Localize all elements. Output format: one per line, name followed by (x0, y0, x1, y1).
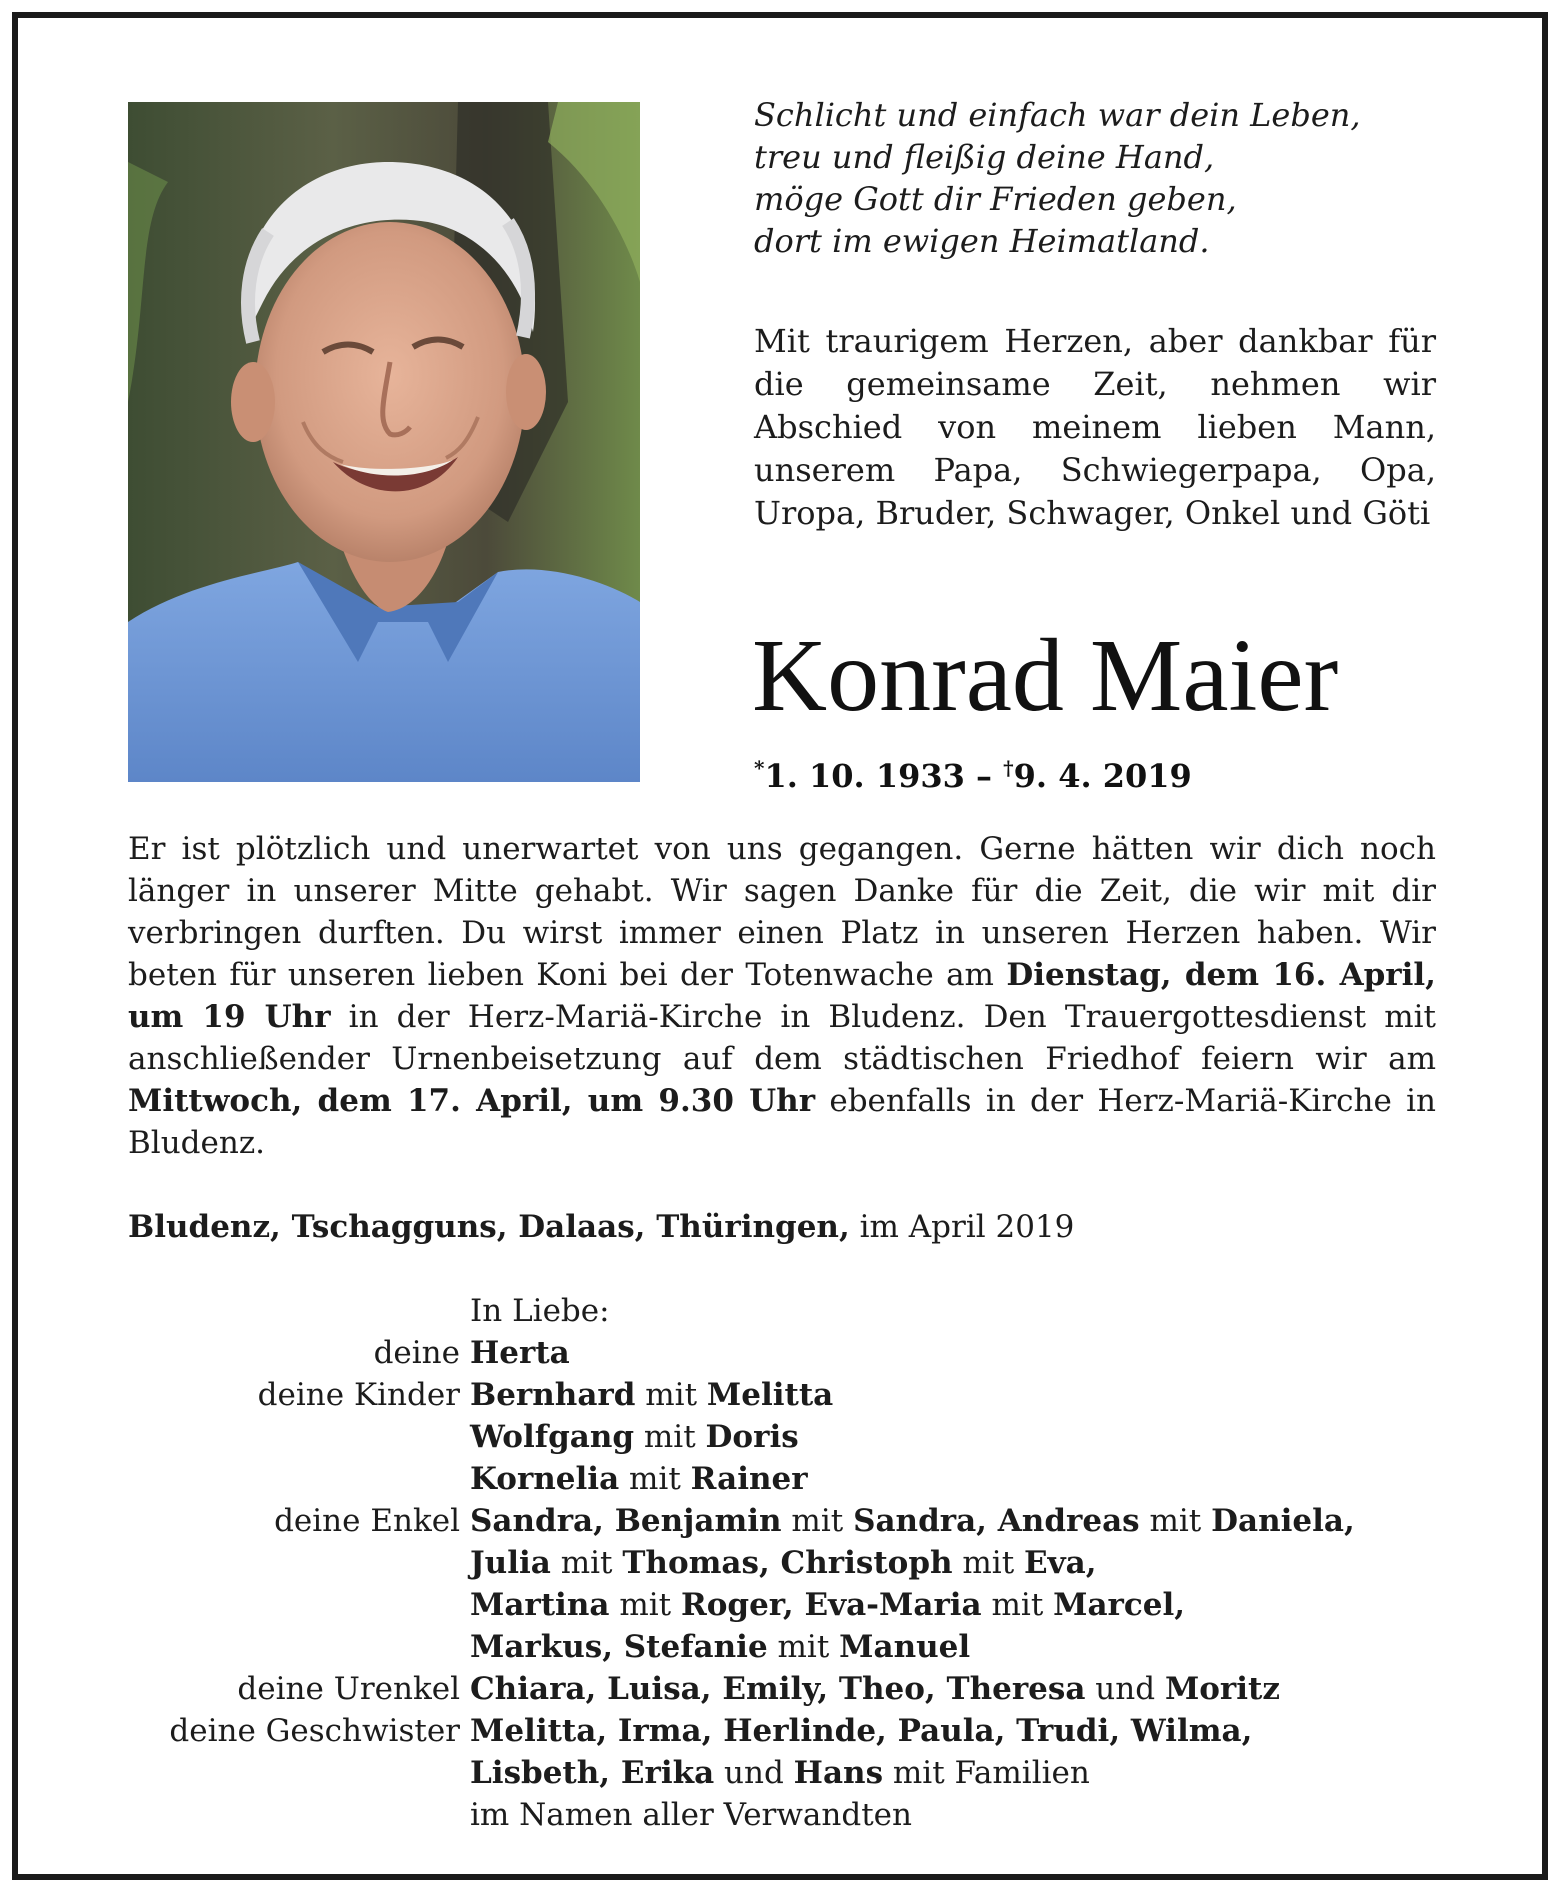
death-date: 9. 4. 2019 (1013, 757, 1192, 795)
grandchild-names: Daniela, (1211, 1503, 1355, 1539)
family-row-closing (128, 1794, 1448, 1836)
family-row-grandchildren (128, 1584, 1448, 1626)
connector: und (714, 1755, 794, 1791)
family-row-siblings (128, 1710, 1448, 1752)
connector: mit (1139, 1503, 1212, 1539)
child-name: Bernhard (470, 1377, 636, 1413)
family-row-children (128, 1458, 1448, 1500)
family-row-greatgrandchildren (128, 1668, 1448, 1710)
birth-date: 1. 10. 1933 (764, 757, 965, 795)
death-symbol: † (1003, 756, 1014, 780)
family-row-grandchildren (128, 1626, 1448, 1668)
connector: mit (550, 1545, 623, 1581)
poem-line: treu und fleißig deine Hand, (754, 138, 1215, 176)
grandchild-names: Eva, (1024, 1545, 1097, 1581)
family-heading-row (128, 1290, 1448, 1332)
grandchild-names: Manuel (839, 1629, 971, 1665)
deceased-name: Konrad Maier (752, 618, 1339, 733)
family-label: deine Geschwister (169, 1713, 460, 1749)
connector: mit (952, 1545, 1025, 1581)
grandchild-names: Thomas, Christoph (622, 1545, 953, 1581)
grandchild-names: Julia (470, 1545, 551, 1581)
family-heading: In Liebe: (470, 1293, 610, 1329)
announcement-part: in der Herz-Mariä-Kirche in Bludenz. Den Trauergottesdienst mit anschließender Urnenbeisetzung auf dem städtischen Friedhof feiern wir am (128, 999, 1436, 1077)
greatgrandchildren-names: Moritz (1164, 1671, 1280, 1707)
grandchild-names: Sandra, Benjamin (470, 1503, 782, 1539)
connector: mit (767, 1629, 840, 1665)
announcement-text (128, 828, 1436, 1164)
intro-text: Mit traurigem Herzen, aber dankbar für die gemeinsame Zeit, nehmen wir Abschied von meinem lieben Mann, unserem Papa, Schwiegerpapa, Opa, Uropa, Bruder, Schwager, Onkel und Göti (754, 322, 1436, 532)
closing-line: im Namen aller Verwandten (470, 1797, 912, 1833)
family-label: deine Enkel (274, 1503, 460, 1539)
grandchildren-line (470, 1500, 1448, 1542)
family-row-siblings (128, 1752, 1448, 1794)
connector: mit (609, 1587, 681, 1623)
places-date-line (128, 1206, 1428, 1248)
connector: mit (635, 1377, 707, 1413)
grandchildren-line (470, 1626, 1448, 1668)
greatgrandchildren-names: Chiara, Luisa, Emily, Theo, Theresa (470, 1671, 1086, 1707)
poem-line: möge Gott dir Frieden geben, (754, 180, 1237, 218)
announcement-part: Er ist plötzlich und unerwartet von uns gegangen. Gerne hätten wir dich noch länger in unserer Mitte gehabt. Wir sagen Danke für die Zeit, die wir mit dir verbringen durften. Du wirst immer einen Platz in unseren Herzen haben. Wir beten für unseren lieben Koni bei der Totenwache am (128, 831, 1436, 993)
connector: mit (619, 1461, 691, 1497)
child-name: Wolfgang (470, 1419, 635, 1455)
connector: mit (981, 1587, 1054, 1623)
family-row-grandchildren (128, 1542, 1448, 1584)
poem (754, 94, 1454, 262)
grandchild-names: Marcel, (1053, 1587, 1186, 1623)
connector: mit (634, 1419, 706, 1455)
announcement-part: ebenfalls in der Herz-Mariä-Kirche in Bludenz. (128, 1083, 1437, 1161)
grandchild-names: Roger, Eva-Maria (680, 1587, 982, 1623)
portrait-illustration (128, 102, 640, 782)
sibling-names: Lisbeth, Erika (470, 1755, 715, 1791)
grandchild-names: Sandra, Andreas (853, 1503, 1140, 1539)
wake-datetime: Dienstag, dem 16. April, um 19 Uhr (128, 957, 1436, 1035)
family-label: deine Kinder (257, 1377, 460, 1413)
life-dates (754, 746, 1354, 798)
month-year: im April 2019 (849, 1209, 1075, 1245)
child-name: Kornelia (470, 1461, 620, 1497)
grandchild-names: Markus, Stefanie (470, 1629, 768, 1665)
family-row-wife (128, 1332, 1448, 1374)
poem-line: dort im ewigen Heimatland. (754, 222, 1210, 260)
poem-line: Schlicht und einfach war dein Leben, (754, 96, 1361, 134)
partner-name: Doris (705, 1419, 799, 1455)
connector: mit (781, 1503, 854, 1539)
family-label: deine Urenkel (237, 1671, 460, 1707)
connector: mit Familien (883, 1755, 1090, 1791)
family-label: deine (373, 1335, 460, 1371)
portrait-photo (128, 102, 640, 782)
family-row-children (128, 1374, 1448, 1416)
grandchildren-line (470, 1542, 1448, 1584)
grandchildren-line (470, 1584, 1448, 1626)
partner-name: Rainer (690, 1461, 808, 1497)
family-row-children (128, 1416, 1448, 1458)
date-separator: – (964, 757, 1004, 795)
connector: und (1085, 1671, 1165, 1707)
sibling-names: Melitta, Irma, Herlinde, Paula, Trudi, Wilma, (470, 1713, 1253, 1749)
service-datetime: Mittwoch, dem 17. April, um 9.30 Uhr (128, 1083, 816, 1119)
family-row-grandchildren (128, 1500, 1448, 1542)
partner-name: Melitta (706, 1377, 834, 1413)
family-list (128, 1290, 1448, 1836)
grandchild-names: Martina (470, 1587, 610, 1623)
wife-name: Herta (470, 1335, 570, 1371)
birth-symbol: * (754, 756, 765, 780)
sibling-names: Hans (793, 1755, 884, 1791)
places: Bludenz, Tschagguns, Dalaas, Thüringen, (128, 1209, 850, 1245)
